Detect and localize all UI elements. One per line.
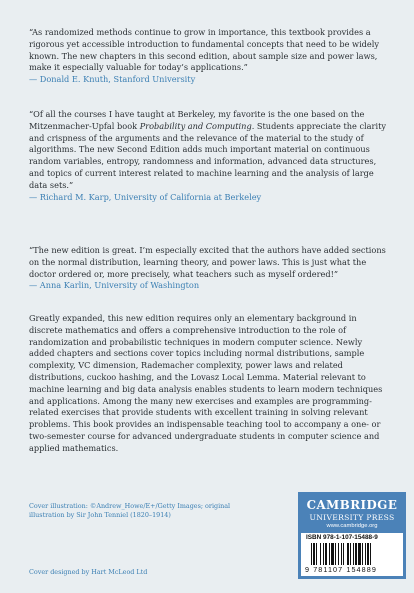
isbn-label: ISBN 978-1-107-15488-9 <box>306 534 378 541</box>
publisher-subtitle: UNIVERSITY PRESS <box>309 513 395 522</box>
barcode-digits: 9 781107 154889 <box>305 565 377 574</box>
book-description <box>29 313 389 455</box>
quote-attribution: — Anna Karlin, University of Washington <box>29 280 200 291</box>
quote-attribution: — Donald E. Knuth, Stanford University <box>29 74 196 85</box>
publisher-url: www.cambridge.org <box>326 523 378 529</box>
endorsement-quote-knuth <box>29 27 389 86</box>
quote-text: “The new edition is great. I’m especially excited that the authors have added sections on the normal distribution, learning theory, and power laws. This is just what the doctor ordered or, more precisely, what teachers such as myself ordered!” <box>29 245 386 279</box>
quote-text-end: . Students appreciate the clarity and crispness of the arguments and the relevance of the material to the study of algorithms. The new Second Edition adds much important material on continuous random variables, entropy, randomness and information, advanced data structures, and topics of current interest related to machine learning and the analysis of large data sets.” <box>29 120 387 190</box>
quote-text <box>29 109 389 192</box>
book-title-italic: Probability and Computing <box>139 120 252 131</box>
endorsement-quote-karp <box>29 109 389 203</box>
endorsement-quote-karlin <box>29 245 389 292</box>
quote-text-start: “Of all the courses I have taught at Berkeley, my favorite is the one based on the Mitzenmacher-Upfal book <box>29 109 365 131</box>
description-text: Greatly expanded, this new edition requires only an elementary background in discrete mathematics and offers a comprehensive introduction to the role of randomization and probabilistic techniques in modern computer science. Newly added chapters and sections cover topics including normal distributions, sample complexity, VC dimension, Rademacher complexity, power laws and related distributions, cuckoo hashing, and the Lovasz Local Lemma. Material relevant to machine learning and big data analysis enables students to learn modern techniques and applications. Among the many new exercises and examples are programming-related exercises that provide students with excellent training in solving relevant problems. This book provides an indispensable teaching tool to accompany a one- or two-semester course for advanced undergraduate students in computer science and applied mathematics. <box>29 313 383 453</box>
cover-illustration-credit: Cover illustration: ©Andrew_Howe/E+/Getty Images; original illustration by Sir John Tenniel (1820–1914) <box>29 502 231 519</box>
quote-text: “As randomized methods continue to grow in importance, this textbook provides a rigorous yet accessible introduction to fundamental concepts that need to be widely known. The new chapters in this second edition, about sample size and power laws, make it especially valuable for today’s applications.” <box>29 27 380 73</box>
barcode-icon <box>311 543 399 565</box>
publisher-box <box>298 492 406 579</box>
quote-attribution: — Richard M. Karp, University of California at Berkeley <box>29 191 262 202</box>
cover-design-credit: Cover designed by Hart McLeod Ltd <box>29 568 148 576</box>
barcode-panel <box>301 533 403 576</box>
publisher-name: CAMBRIDGE <box>306 498 398 512</box>
